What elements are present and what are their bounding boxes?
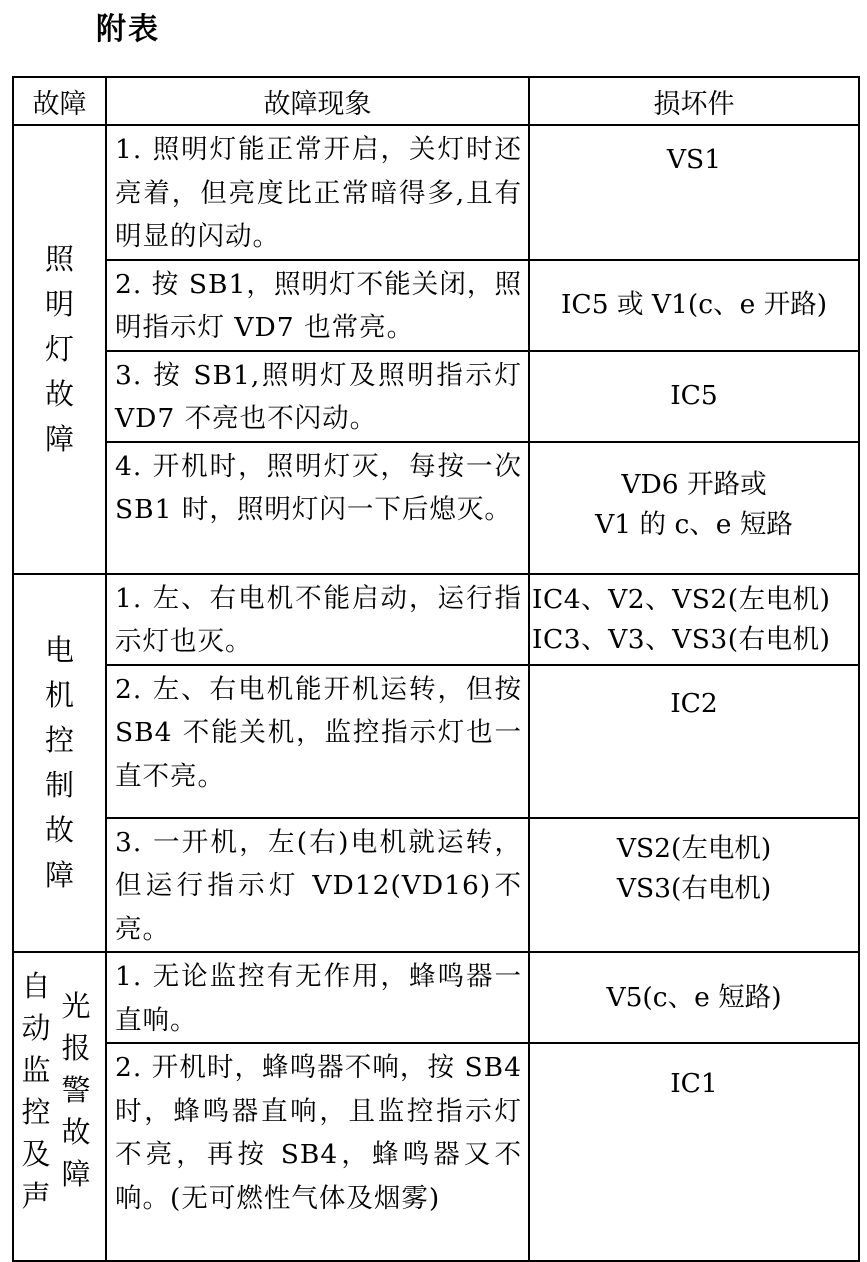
category-char: 故 [44,812,74,847]
category-char: 控 [44,722,74,757]
category-col-left [20,965,52,1217]
category-char: 电 [44,632,74,667]
category-char: 动 [21,1011,51,1045]
category-char: 照 [44,241,74,276]
category-char: 机 [44,677,74,712]
header-fault: 故障 [13,77,106,125]
table-row [13,351,859,442]
symptom-cell: 2. 开机时，蜂鸣器不响，按 SB4 时，蜂鸣器直响，且监控指示灯不亮，再按 SB4，蜂鸣器又不响。(无可燃性气体及烟雾) [106,1043,529,1261]
part-line: VD6 开路或 [621,468,767,500]
symptom-cell: 1. 左、右电机不能启动，运行指示灯也灭。 [106,574,529,665]
part-line: IC1 [670,1068,718,1099]
table-row [13,1043,859,1261]
part-cell [529,952,859,1043]
table-row [13,952,859,1043]
symptom-cell: 3. 一开机，左(右)电机就运转，但运行指示灯 VD12(VD16)不亮。 [106,818,529,953]
category-char: 制 [44,767,74,802]
part-line: V5(c、e 短路) [606,981,782,1013]
category-col-right [60,985,92,1195]
part-line: IC3、V3、VS3(右电机) [532,623,831,655]
category-char: 障 [44,421,74,456]
category-char: 光 [61,989,91,1023]
symptom-cell: 1. 无论监控有无作用，蜂鸣器一直响。 [106,952,529,1043]
symptom-cell: 4. 开机时，照明灯灭，每按一次 SB1 时，照明灯闪一下后熄灭。 [106,442,529,574]
table-row [13,442,859,574]
category-char: 灯 [44,331,74,366]
category-char: 明 [44,286,74,321]
part-cell [529,665,859,818]
category-char: 障 [44,857,74,892]
category-char: 障 [61,1157,91,1191]
category-char: 警 [61,1073,91,1107]
part-line: V1 的 c、e 短路 [595,508,793,540]
part-cell [529,1043,859,1261]
part-line: IC5 [670,380,718,411]
symptom-cell: 2. 左、右电机能开机运转，但按 SB4 不能关机，监控指示灯也一直不亮。 [106,665,529,818]
symptom-cell: 1. 照明灯能正常开启，关灯时还亮着，但亮度比正常暗得多,且有明显的闪动。 [106,125,529,260]
category-char: 监 [21,1053,51,1087]
symptom-cell: 2. 按 SB1，照明灯不能关闭，照明指示灯 VD7 也常亮。 [106,260,529,351]
table-row [13,260,859,351]
symptom-cell: 3. 按 SB1,照明灯及照明指示灯 VD7 不亮也不闪动。 [106,351,529,442]
category-char: 及 [21,1137,51,1171]
table-row [13,574,859,665]
part-cell [529,125,859,260]
part-cell [529,574,859,665]
table-row [13,665,859,818]
part-cell [529,260,859,351]
header-damaged-part: 损坏件 [529,77,859,125]
part-line: IC2 [670,687,718,719]
table-header-row [13,77,859,125]
page-title: 附表 [96,12,160,47]
part-cell [529,818,859,953]
category-char: 故 [61,1115,91,1149]
fault-table [12,76,860,1262]
part-cell [529,442,859,574]
category-lighting-fault [13,125,106,574]
header-symptom: 故障现象 [106,77,529,125]
category-alarm-fault [13,952,106,1261]
part-line: VS2(左电机) [616,832,772,864]
category-char: 自 [21,969,51,1003]
table-row [13,125,859,260]
part-cell [529,351,859,442]
part-line: IC5 或 V1(c、e 开路) [560,288,828,320]
category-char: 控 [21,1095,51,1129]
category-motor-fault [13,574,106,953]
part-line: VS1 [666,144,722,175]
part-line: IC4、V2、VS2(左电机) [532,583,831,615]
category-char: 声 [21,1179,51,1213]
category-char: 报 [61,1031,91,1065]
part-line: VS3(右电机) [616,872,772,904]
table-row [13,818,859,953]
category-char: 故 [44,376,74,411]
